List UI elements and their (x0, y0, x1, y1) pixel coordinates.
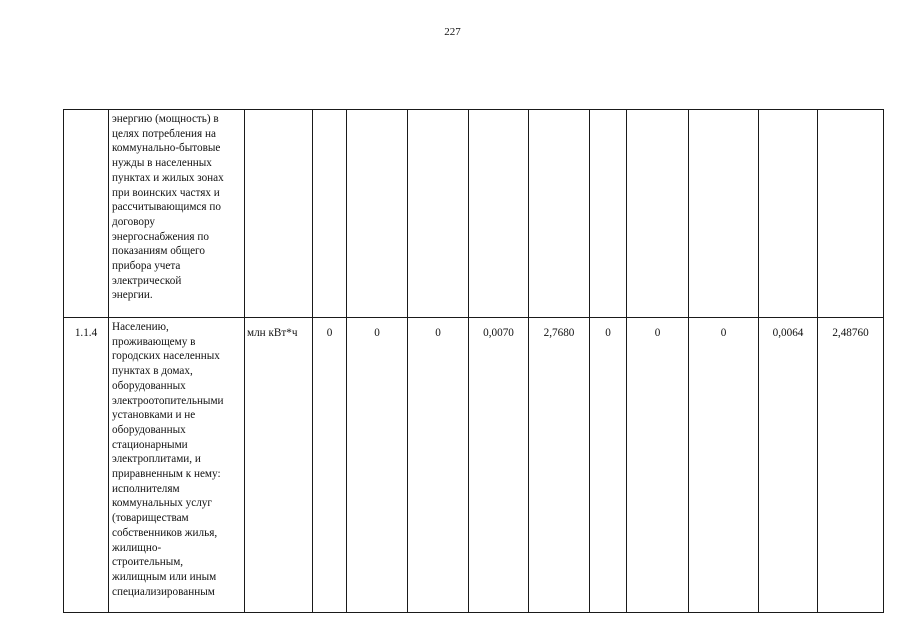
value-cell: 0,0070 (469, 318, 529, 613)
value-cell (689, 110, 759, 318)
value-cell: 0 (313, 318, 347, 613)
value-cell: 0 (627, 318, 689, 613)
value-cell (469, 110, 529, 318)
value-cell: 2,7680 (529, 318, 590, 613)
value-cell: 0 (689, 318, 759, 613)
value-cell: 2,48760 (818, 318, 884, 613)
value-cell (313, 110, 347, 318)
value-cell (590, 110, 627, 318)
value-cell: 0 (590, 318, 627, 613)
value-cell: 0 (408, 318, 469, 613)
row-unit-cell (245, 110, 313, 318)
value-cell (759, 110, 818, 318)
value-cell (408, 110, 469, 318)
value-cell: 0,0064 (759, 318, 818, 613)
row-code-cell (64, 110, 109, 318)
row-description-cell: Населению, проживающему в городских населенных пунктах в домах, оборудованных электроотопительными установками и не оборудованных стационарными электроплитами, и приравненным к нему: исполнителям коммунальных услуг (товариществам собственников жилья, жилищно- строительным, жилищным или иным специализированным (109, 318, 245, 613)
table-row (64, 318, 884, 613)
row-description-cell: энергию (мощность) в целях потребления на коммунально-бытовые нужды в населенных пунктах и жилых зонах при воинских частях и рассчитывающимся по договору энергоснабжения по показаниям общего прибора учета электрической энергии. (109, 110, 245, 318)
row-unit-cell: млн кВт*ч (245, 318, 313, 613)
table-row (64, 110, 884, 318)
value-cell: 0 (347, 318, 408, 613)
value-cell (818, 110, 884, 318)
row-code-cell: 1.1.4 (64, 318, 109, 613)
value-cell (347, 110, 408, 318)
page-number: 227 (444, 26, 461, 38)
value-cell (627, 110, 689, 318)
value-cell (529, 110, 590, 318)
tariff-table (63, 109, 884, 613)
